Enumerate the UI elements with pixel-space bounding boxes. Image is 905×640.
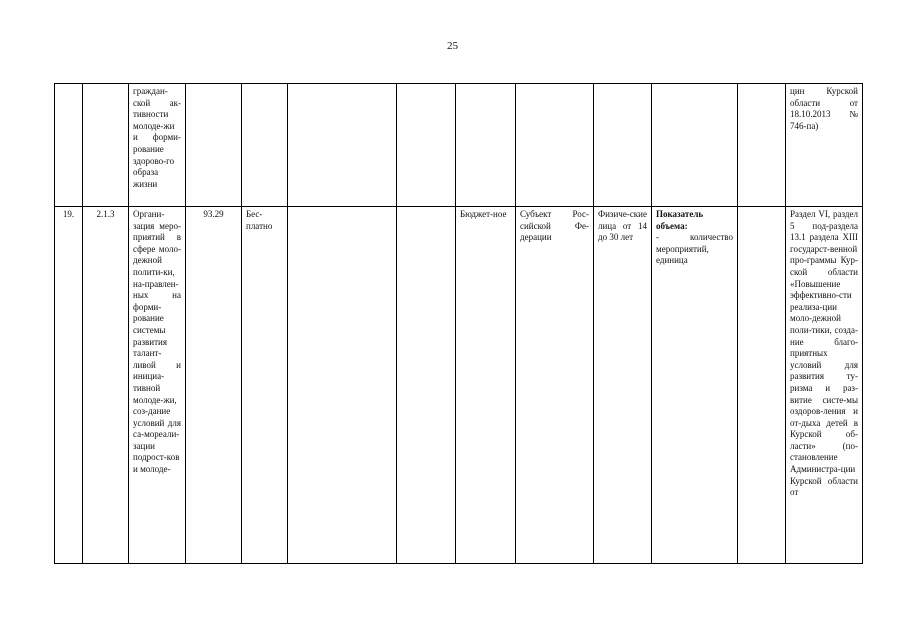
row-number [59,84,78,86]
service-code-cell [83,84,129,207]
institution-type-cell [456,207,516,564]
founder: Субъект Рос-сийской Фе-дерации [520,209,589,243]
pay-type [246,84,283,86]
founder-cell [516,207,594,564]
legal-basis: Раздел VI, раздел 5 под-раздела 13.1 раздела XIII государст-венной про-граммы Кур-ской области «Повышение эффективно-сти реализа-ции моло-дежной поли-тики, созда-ние благо-приятных условий для развития ту-ризма и раз-витие систе-мы оздоров-ления и от-дыха детей в Курской об-ласти» (по-становление Администра-ции Курской области от [790,209,858,498]
table-row [55,207,863,564]
column-13-cell [738,84,786,207]
page-number: 25 [447,40,458,52]
recipients [598,84,647,86]
column-6-cell [288,207,397,564]
pay-type: Бес-платно [246,209,273,231]
institution-type [460,84,511,86]
column-7-text [401,207,451,209]
column-6-text [292,84,392,86]
pay-type-cell [242,84,288,207]
service-title: граждан-ской ак-тивности молоде-жи и форми-рование здорово-го образа жизни [133,86,181,189]
okved-code [190,84,237,86]
column-6-cell [288,84,397,207]
indicator-label [656,84,733,86]
column-6-text [292,207,392,209]
legal-basis-cell [786,207,863,564]
okved-code-cell [186,84,242,207]
okved-code-cell [186,207,242,564]
row-number-cell [55,207,83,564]
column-13-text [742,207,781,209]
service-code-cell [83,207,129,564]
pay-type-cell [242,207,288,564]
founder-cell [516,84,594,207]
institution-type-cell [456,84,516,207]
recipients-cell [594,84,652,207]
service-code: 2.1.3 [96,209,115,219]
recipients: Физиче-ские лица от 14 до 30 лет [598,209,647,243]
column-13-cell [738,207,786,564]
service-title: Органи-зация меро-приятий в сфере моло-дежной полити-ки, на-правлен-ных на форми-рование системы развития талант-ливой и инициа-тивной молоде-жи, соз-дание условий для са-мореали-зации подрост-ков и молоде- [133,209,181,475]
legal-basis-cell [786,84,863,207]
column-7-cell [397,207,456,564]
column-13-text [742,84,781,86]
indicator-cell [652,84,738,207]
column-7-cell [397,84,456,207]
service-code [87,84,124,86]
indicator-cell [652,207,738,564]
column-7-text [401,84,451,86]
service-title-cell [129,84,186,207]
okved-code: 93.29 [203,209,224,219]
row-number-cell [55,84,83,207]
services-registry-table [54,83,863,564]
founder [520,84,589,86]
table-row [55,84,863,207]
indicator-text: - количество мероприятий, единица [656,232,733,266]
recipients-cell [594,207,652,564]
service-title-cell [129,207,186,564]
legal-basis: цин Курской области от 18.10.2013 № 746-па) [790,86,858,131]
row-number: 19. [62,209,75,219]
institution-type: Бюджет-ное [460,209,507,219]
indicator-label: Показатель объема: [656,209,704,231]
